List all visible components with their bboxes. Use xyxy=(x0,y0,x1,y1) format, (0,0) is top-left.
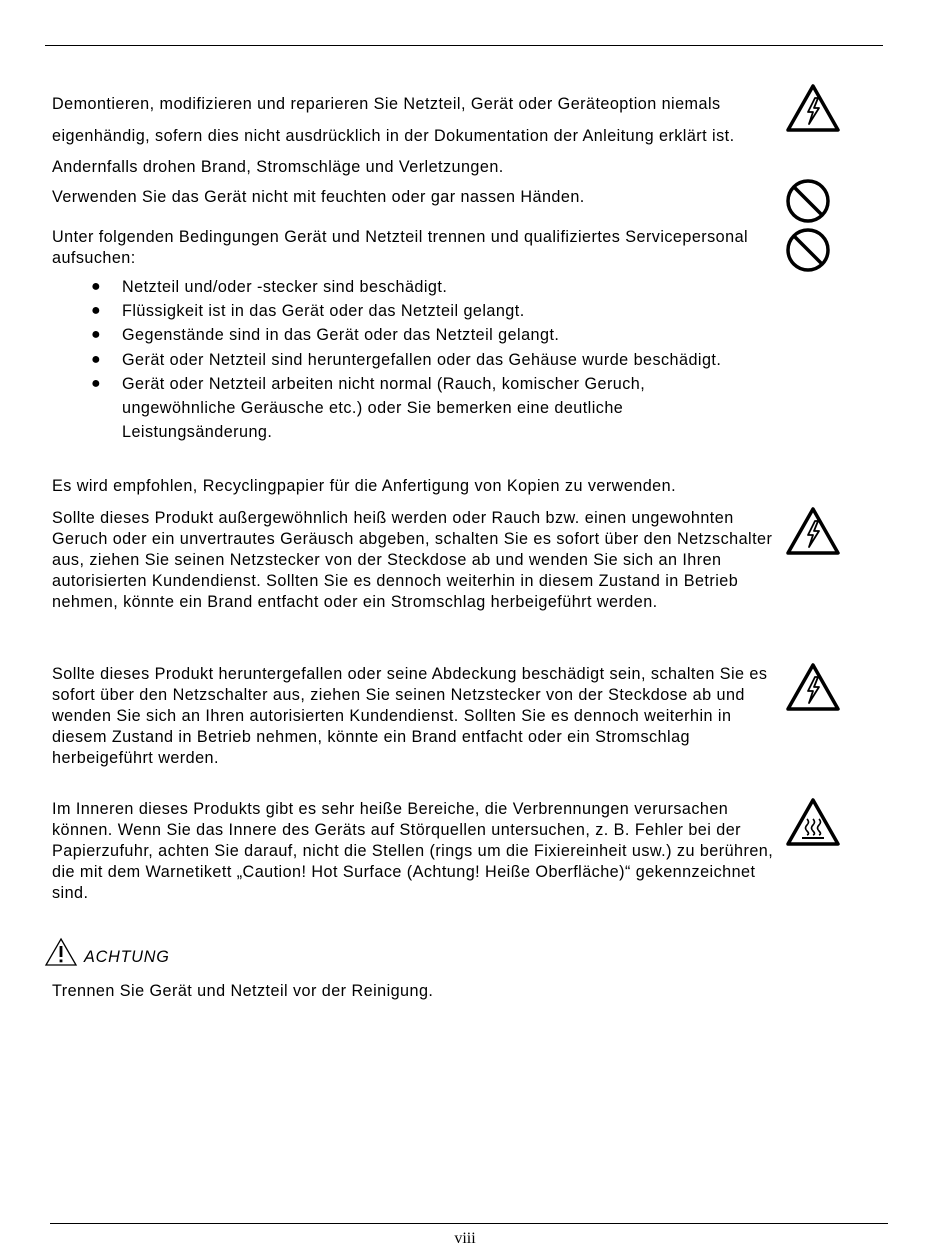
paragraph-recycling: Es wird empfohlen, Recyclingpapier für die Anfertigung von Kopien zu verwenden. xyxy=(52,477,677,495)
list-item: ● Netzteil und/oder -stecker sind beschädigt. xyxy=(91,278,448,296)
list-item: ● Gerät oder Netzteil arbeiten nicht normal (Rauch, komischer Geruch, ungewöhnliche Geräusche etc.) oder Sie bemerken eine deutliche Leistungsänderung. xyxy=(91,374,646,442)
header-rule xyxy=(45,45,883,46)
caution-triangle-icon xyxy=(44,937,78,972)
paragraph-dropped: Sollte dieses Produkt heruntergefallen oder seine Abdeckung beschädigt sein, schalten Sie es sofort über den Netzschalter aus, ziehen Sie seinen Netzstecker von der Steckdose ab und wenden Sie sich an Ihren autorisierten Kundendienst. Sollten Sie es dennoch weiterhin in diesem Zustand in Betrieb nehmen, könnte ein Brand entfacht oder ein Stromschlag herbeigeführt werden. xyxy=(52,665,768,767)
paragraph-wet-hands: Verwenden Sie das Gerät nicht mit feuchten oder gar nassen Händen. xyxy=(52,188,585,206)
page-number: viii xyxy=(454,1230,476,1247)
list-item: ● Gerät oder Netzteil sind heruntergefallen oder das Gehäuse wurde beschädigt. xyxy=(91,350,722,369)
electric-shock-warning-icon xyxy=(785,662,841,717)
paragraph-overheat: Sollte dieses Produkt außergewöhnlich heiß werden oder Rauch bzw. einen ungewohnten Geruch oder ein unvertrautes Geräusch abgeben, schalten Sie es sofort über den Netzschalter aus, ziehen Sie seinen Netzstecker von der Steckdose ab und wenden Sie sich an Ihren autorisierten Kundendienst. Sollten Sie es dennoch weiterhin in diesem Zustand in Betrieb nehmen, könnte ein Brand entfacht oder ein Stromschlag herbeigeführt werden. xyxy=(52,509,773,611)
condition-list xyxy=(52,275,742,444)
electric-shock-warning-icon xyxy=(785,506,841,561)
footer-rule xyxy=(50,1223,888,1224)
prohibition-icon xyxy=(785,227,831,278)
paragraph-disconnect-conditions: Unter folgenden Bedingungen Gerät und Netzteil trennen und qualifiziertes Servicepersonal aufsuchen: xyxy=(52,228,749,267)
list-item: ● Flüssigkeit ist in das Gerät oder das Netzteil gelangt. xyxy=(91,302,525,321)
paragraph-disassembly: Demontieren, modifizieren und reparieren Sie Netzteil, Gerät oder Geräteoption niemals eigenhändig, sofern dies nicht ausdrücklich in der Dokumentation der Anleitung erklärt ist. Andernfalls drohen Brand, Stromschläge und Verletzungen. xyxy=(52,95,735,176)
caution-text: Trennen Sie Gerät und Netzteil vor der Reinigung. xyxy=(52,982,434,1000)
hot-surface-warning-icon xyxy=(785,797,841,852)
list-item: ● Gegenstände sind in das Gerät oder das Netzteil gelangt. xyxy=(91,326,560,345)
caution-label: ACHTUNG xyxy=(84,948,170,966)
prohibition-icon xyxy=(785,178,831,229)
paragraph-hot-surface: Im Inneren dieses Produkts gibt es sehr heiße Bereiche, die Verbrennungen verursachen können. Wenn Sie das Innere des Geräts auf Störquellen untersuchen, z. B. Fehler bei der Papierzufuhr, achten Sie darauf, nicht die Stellen (rings um die Fixiereinheit usw.) zu berühren, die mit dem Warnetikett „Caution! Hot Surface (Achtung! Heiße Oberfläche)“ gekennzeichnet sind. xyxy=(52,800,774,902)
electric-shock-warning-icon xyxy=(785,83,841,138)
